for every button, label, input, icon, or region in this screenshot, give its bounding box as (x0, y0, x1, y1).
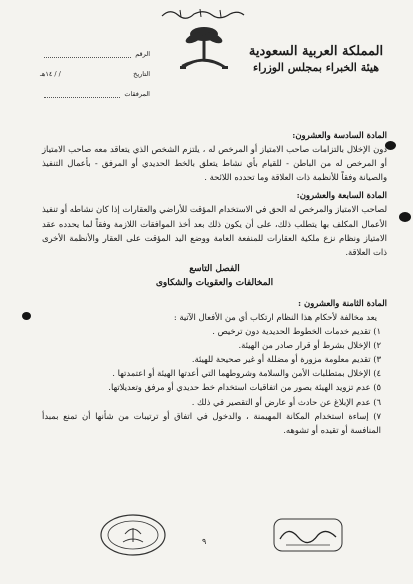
article-26-title: المادة السادسة والعشرون: (292, 130, 387, 140)
page-number: ٩ (202, 537, 207, 546)
ref-attachments-label: المرفقات (124, 90, 150, 98)
kingdom-name: المملكة العربية السعودية (248, 44, 384, 59)
ref-date-value: / / ١٤هـ (40, 70, 61, 78)
ref-attachments-line (44, 91, 120, 98)
chapter-number: الفصل التاسع (189, 263, 240, 274)
basmala-calligraphy (160, 6, 246, 20)
list-item: ٥) عدم تزويد الهيئة بصور من اتفاقيات استخدام خط حديدي أو مرفق وتعديلاتها. (108, 382, 381, 393)
article-28-title: المادة الثامنة والعشرون : (298, 297, 387, 308)
list-item: ٧) إساءة استخدام المكانة المهيمنة ، والدخول في اتفاق أو ترتيبات من شأنها أن تمنع بمبدأ المنافسة أو تقيده أو تشوهه. (42, 410, 381, 435)
punch-hole-lower (22, 312, 31, 320)
list-item: ٣) تقديم معلومة مزورة أو مضللة أو غير صحيحة للهيئة. (191, 354, 381, 365)
chapter-title: المخالفات والعقوبات والشكاوى (155, 277, 274, 288)
document-body (42, 124, 387, 437)
punch-hole-middle (399, 212, 411, 222)
reference-block (40, 44, 150, 104)
article-28-intro: يعد مخالفة لأحكام هذا النظام ارتكاب أي من الأفعال الآتية : (173, 311, 377, 322)
article-27-title: المادة السابعة والعشرون: (296, 190, 387, 201)
article-26-text: دون الإخلال بالتزامات صاحب الامتياز أو المرخص له ، يلتزم الشخص الذي يتعاقد معه صاحب الامتياز أو المرخص له من الباطن - للقيام بأي نشاط يتعلق بالخط الحديدي أو المرفق - بأعمال التنفيذ والصيانة وفقاً للأنظمة ذات العلاقة وما تحدده اللائحة . (42, 144, 387, 183)
ref-number-line (44, 51, 131, 58)
signature-seal-right-icon (268, 515, 348, 555)
letterhead-title (241, 44, 391, 74)
ref-date-row (40, 64, 150, 84)
ref-number-label: الرقم (135, 50, 150, 58)
list-item: ١) تقديم خدمات الخطوط الحديدية دون ترخيص . (212, 326, 381, 337)
ref-date-label: التاريخ (133, 70, 150, 78)
list-item: ٦) عدم الإبلاغ عن حادث أو عارض أو التقصير في ذلك . (191, 396, 381, 407)
list-item: ٤) الإخلال بمتطلبات الأمن والسلامة وشروطهما التي أعدتها الهيئة أو اعتمدتها . (112, 368, 381, 379)
authority-name: هيئة الخبراء بمجلس الوزراء (252, 61, 380, 74)
saudi-emblem-icon (176, 22, 232, 76)
list-item: ٢) الإخلال بشرط أو قرار صادر من الهيئة. (238, 340, 381, 351)
ref-number-row (40, 44, 150, 64)
ref-attachments-row (40, 84, 150, 104)
official-seal-left-icon (98, 512, 168, 558)
article-27-text: لصاحب الامتياز والمرخص له الحق في الاستخدام المؤقت للأراضي والعقارات إذا كان نشاطه أو تنفيذ الأعمال المكلف بها يتطلب ذلك، على أن يكون ذلك بعد أخذ الموافقات اللازمة وفقاً لما يحدده عقد الامتياز ونظام نزع ملكية العقارات للمنفعة العامة ووضع اليد المؤقت على العقار والأنظمة الأخرى ذات العلاقة. (42, 204, 387, 257)
